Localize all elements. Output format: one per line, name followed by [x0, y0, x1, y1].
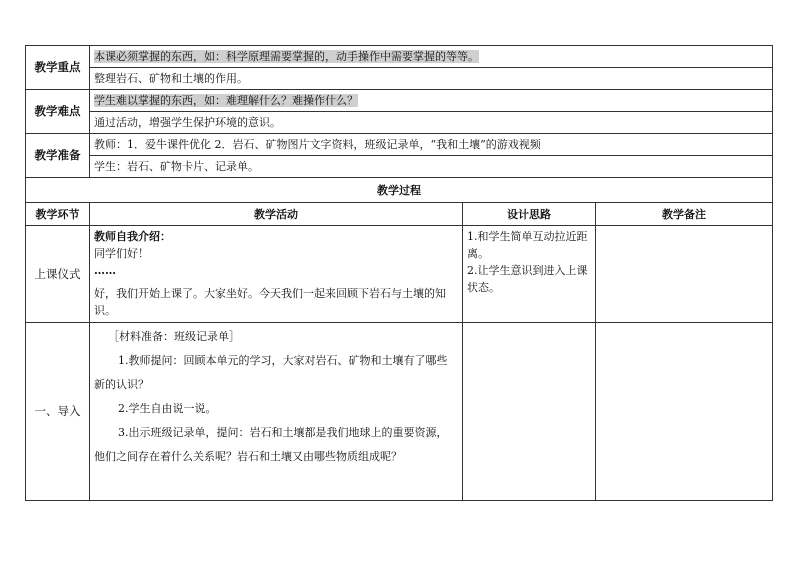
opening-stage: 上课仪式	[26, 226, 90, 323]
key-points-row-2	[26, 68, 773, 90]
header-stage: 教学环节	[26, 203, 90, 226]
preparation-label: 教学准备	[26, 134, 90, 178]
difficulties-row-2	[26, 112, 773, 134]
intro-row	[26, 323, 773, 501]
opening-design-1: 1.和学生简单互动拉近距离。	[467, 230, 588, 260]
opening-start: 好，我们开始上课了。大家坐好。今天我们一起来回顾下岩石与土壤的知识。	[94, 287, 446, 317]
intro-step-3: 3.出示班级记录单，提问：岩石和土壤都是我们地球上的重要资源，他们之间存在着什么关系呢？岩石和土壤又由哪些物质组成呢？	[94, 426, 448, 463]
key-points-label: 教学重点	[26, 46, 90, 90]
opening-intro: 教师自我介绍：	[94, 230, 171, 243]
process-title: 教学过程	[26, 178, 773, 203]
header-design: 设计思路	[463, 203, 596, 226]
header-row	[26, 203, 773, 226]
preparation-students: 学生：岩石、矿物卡片、记录单。	[90, 156, 773, 178]
opening-row	[26, 226, 773, 323]
opening-greeting: 同学们好！	[94, 247, 149, 260]
intro-step-1: 1.教师提问：回顾本单元的学习，大家对岩石、矿物和土壤有了哪些新的认识？	[94, 354, 448, 391]
key-points-line-1: 本课必须掌握的东西，如：科学原理需要掌握的，动手操作中需要掌握的等等。	[94, 50, 479, 63]
opening-ellipsis: ……	[94, 264, 116, 277]
preparation-teacher: 教师：1．爱牛课件优化 2．岩石、矿物图片文字资料，班级记录单，“我和土壤”的游戏视频	[90, 134, 773, 156]
intro-design	[463, 323, 596, 501]
key-points-line-2: 整理岩石、矿物和土壤的作用。	[90, 68, 773, 90]
opening-notes	[596, 226, 773, 323]
intro-notes	[596, 323, 773, 501]
difficulties-cell	[90, 90, 773, 112]
process-title-row	[26, 178, 773, 203]
opening-activity	[90, 226, 463, 323]
intro-step-2: 2.学生自由说一说。	[118, 402, 217, 415]
intro-activity	[90, 323, 463, 501]
preparation-row-1	[26, 134, 773, 156]
preparation-row-2	[26, 156, 773, 178]
intro-materials: ［材料准备：班级记录单］	[108, 330, 240, 343]
difficulties-line-2: 通过活动，增强学生保护环境的意识。	[90, 112, 773, 134]
lesson-plan-document	[25, 45, 772, 501]
difficulties-line-1: 学生难以掌握的东西，如：难理解什么？难操作什么？	[94, 94, 358, 107]
header-activity: 教学活动	[90, 203, 463, 226]
difficulties-label: 教学难点	[26, 90, 90, 134]
opening-design	[463, 226, 596, 323]
difficulties-row-1	[26, 90, 773, 112]
lesson-plan-table	[25, 45, 773, 501]
intro-stage: 一、导入	[26, 323, 90, 501]
key-points-cell	[90, 46, 773, 68]
header-notes: 教学备注	[596, 203, 773, 226]
opening-design-2: 2.让学生意识到进入上课状态。	[467, 264, 588, 294]
key-points-row-1	[26, 46, 773, 68]
